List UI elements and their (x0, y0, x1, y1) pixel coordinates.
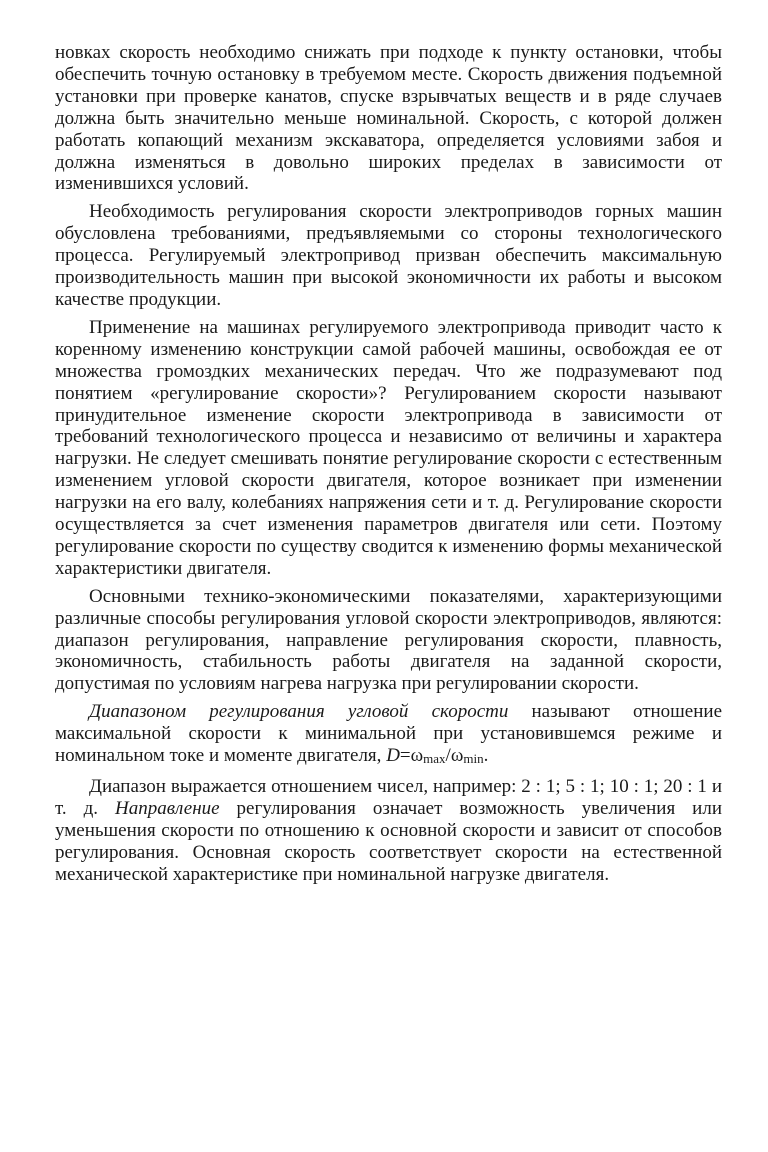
paragraph-2: Необходимость регулирования скорости электроприводов горных машин обусловлена требованиями, предъявляемыми со стороны технологического процесса. Регулируемый электропривод призван обеспечить максимальную производительность машин при высокой экономичности их работы и высоком качестве продукции. (55, 201, 722, 310)
paragraph-5 (55, 701, 722, 770)
paragraph-6 (55, 776, 722, 886)
paragraph-4: Основными технико-экономическими показателями, характеризующими различные способы регулирования угловой скорости электроприводов, являются: диапазон регулирования, направление регулирования скорости, плавность, экономичность, стабильность работы двигателя на заданной скорости, допустимая по условиям нагрева нагрузка при регулировании скорости. (55, 585, 722, 695)
formula-eq: = (399, 745, 411, 767)
formula-slash: / (445, 745, 451, 767)
formula-omega-min: ω (450, 745, 464, 767)
formula-sub-max: max (423, 751, 446, 767)
formula-end: . (483, 745, 489, 767)
document-page (55, 42, 722, 892)
paragraph-6-text-after: регулирования означает возможность увеличения или уменьшения скорости по отношению к основной скорости и зависит от способов регулирования. Основная скорость соответствует скорости на естественной механической характеристике при номинальной нагрузке двигателя. (55, 797, 722, 885)
formula-omega-max: ω (410, 745, 424, 767)
paragraph-3: Применение на машинах регулируемого электропривода приводит часто к коренному изменению конструкции самой рабочей машины, освобождая ее от множества громоздких механических передач. Что же подразумевают под понятием «регулирование скорости»? Регулированием скорости называют принудительное изменение скорости электропривода в зависимости от требований технологического процесса и независимо от величины и характера нагрузки. Не следует смешивать понятие регулирование скорости с естественным изменением угловой скорости двигателя, которое возникает при изменении нагрузки на его валу, колебаниях напряжения сети и т. д. Регулирование скорости осуществляется за счет изменения параметров двигателя или сети. Поэтому регулирование скорости по существу сводится к изменению формы механической характеристики двигателя. (55, 316, 722, 579)
term-direction: Направление (115, 797, 220, 819)
formula-d: D (386, 745, 400, 767)
formula-sub-min: min (463, 751, 484, 767)
term-range-of-regulation: Диапазоном регулирования угловой скорости (89, 701, 509, 723)
paragraph-1: новках скорость необходимо снижать при подходе к пункту остановки, чтобы обеспечить точную остановку в требуемом месте. Скорость движения подъемной установки при проверке канатов, спуске взрывчатых веществ и в ряде случаев должна быть значительно меньше номинальной. Скорость, с которой должен работать копающий механизм экскаватора, определяется условиями забоя и должна изменяться в довольно широких пределах в зависимости от изменившихся условий. (55, 42, 722, 195)
paragraph-5-text: называют отношение максимальной скорости к минимальной при установившемся режиме и номинальном токе и моменте двигателя, (55, 701, 723, 767)
paragraph-6-text-before: Диапазон выражается отношением чисел, например: 2 : 1; 5 : 1; 10 : 1; 20 : 1 и т. д. (55, 776, 722, 819)
